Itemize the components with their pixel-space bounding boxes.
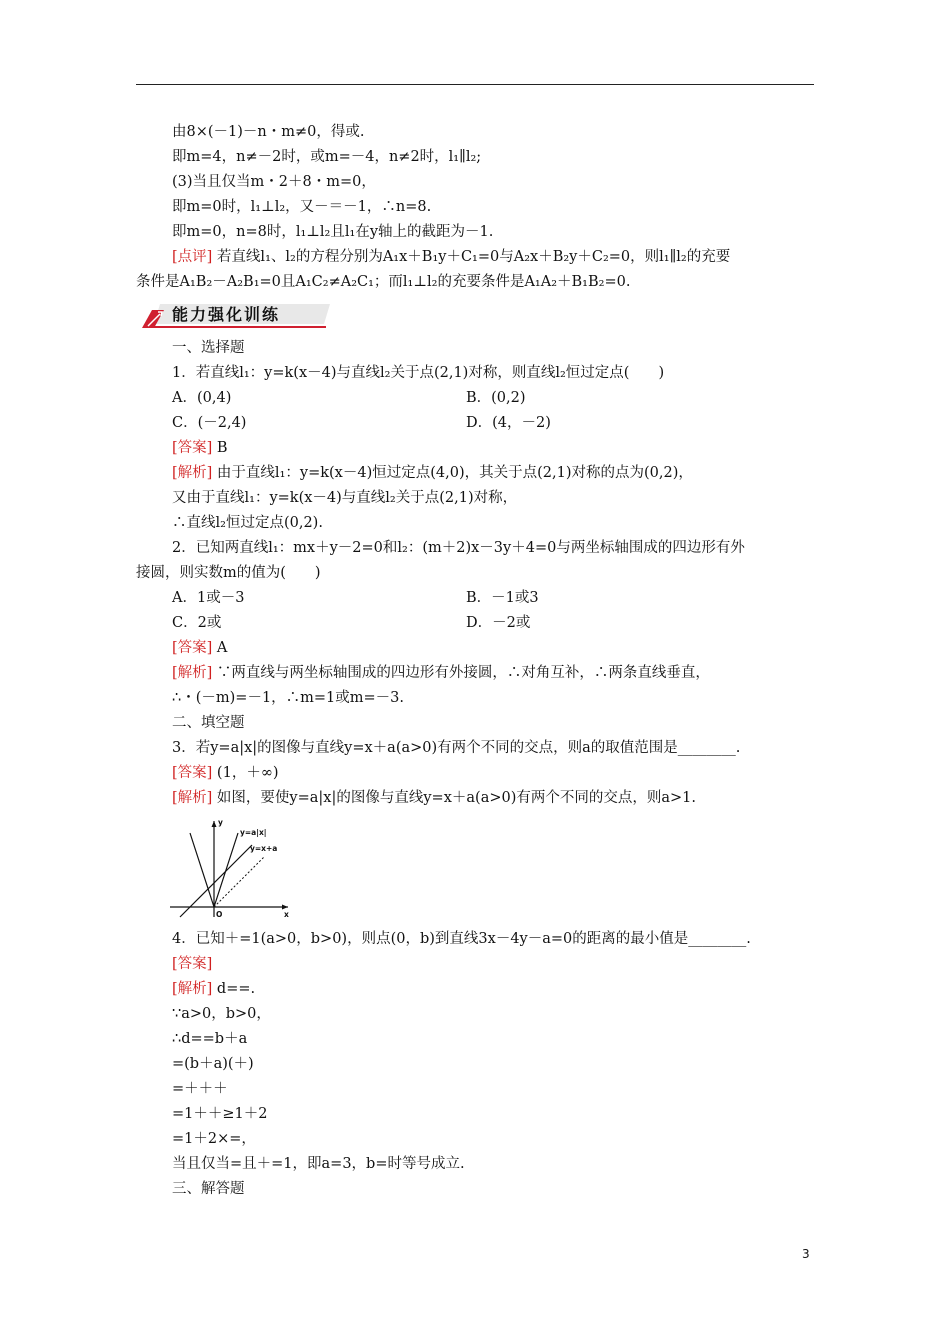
analysis-text: ∴・(－m)=－1，∴m=1或m=－3.	[172, 690, 405, 706]
solution-step: ∴d==b＋a	[172, 1031, 248, 1047]
choice-a: A．(0,4)	[172, 390, 232, 406]
section-heading: 二、填空题	[172, 715, 245, 731]
text-line: 即m=0时，l₁⊥l₂，又－＝－1，∴n=8.	[172, 199, 432, 215]
answer-value: (1，＋∞)	[212, 765, 279, 781]
abs-line-left	[190, 833, 214, 907]
curve-label-abs: y=a|x|	[240, 828, 267, 837]
banner-title: 能力强化训练	[172, 305, 281, 324]
answer-value: B	[212, 440, 228, 456]
analysis-text: d==.	[212, 981, 256, 997]
abs-line-right	[214, 833, 238, 907]
answer-line	[172, 763, 279, 783]
header-rule	[136, 84, 814, 85]
answer-line	[172, 438, 228, 458]
graph-svg	[168, 815, 296, 920]
analysis-label: [解析]	[172, 981, 213, 997]
comment-line	[172, 247, 730, 267]
analysis-label: [解析]	[172, 665, 213, 681]
solution-step: =(b＋a)(＋)	[172, 1056, 254, 1072]
analysis-text: ∵两直线与两坐标轴围成的四边形有外接圆，∴对角互补，∴两条直线垂直，	[212, 665, 710, 681]
solution-step: 当且仅当=且＋=1，即a=3，b=时等号成立.	[172, 1156, 465, 1172]
section-heading: 三、解答题	[172, 1181, 245, 1197]
curve-label-line: y=x+a	[250, 844, 278, 853]
text-line: 即m=4，n≠－2时，或m=－4，n≠2时，l₁∥l₂;	[172, 149, 482, 165]
answer-line	[172, 638, 227, 658]
answer-value: A	[212, 640, 228, 656]
analysis-line	[172, 663, 710, 683]
answer-label: [答案]	[172, 956, 213, 972]
analysis-text: 如图，要使y=a|x|的图像与直线y=x＋a(a>0)有两个不同的交点，则a>1.	[212, 790, 696, 806]
choice-a: A．1或－3	[172, 590, 245, 606]
x-axis-arrow	[282, 905, 288, 910]
comment-label: [点评]	[172, 249, 213, 265]
choice-c: C．2或	[172, 615, 222, 631]
y-axis-label: y	[218, 818, 223, 827]
y-axis-arrow	[212, 821, 217, 827]
analysis-text: 又由于直线l₁：y=k(x－4)与直线l₂关于点(2,1)对称，	[172, 490, 518, 506]
text-line: 即m=0，n=8时，l₁⊥l₂且l₁在y轴上的截距为－1.	[172, 224, 494, 240]
graph-figure	[168, 815, 296, 920]
comment-line-2: 条件是A₁B₂－A₂B₁=0且A₁C₂≠A₂C₁；而l₁⊥l₂的充要条件是A₁A₂＋B₁B₂=0.	[136, 274, 631, 290]
section-heading: 一、选择题	[172, 340, 245, 356]
page-number: 3	[802, 1247, 810, 1261]
answer-label: [答案]	[172, 765, 213, 781]
text-line: 由8×(－1)－n・m≠0，得或.	[172, 124, 365, 140]
analysis-label: [解析]	[172, 465, 213, 481]
analysis-text: 由于直线l₁：y=k(x－4)恒过定点(4,0)，其关于点(2,1)对称的点为(0,2)，	[212, 465, 693, 481]
line-x-plus-a	[180, 845, 252, 917]
question-stem: 3．若y=a|x|的图像与直线y=x＋a(a>0)有两个不同的交点，则a的取值范围是________.	[172, 740, 741, 756]
choice-b: B．(0,2)	[466, 390, 526, 406]
text-line: (3)当且仅当m・2＋8・m=0，	[172, 174, 376, 190]
solution-step: =＋＋＋	[172, 1081, 228, 1097]
answer-line	[172, 954, 212, 974]
question-stem: 1．若直线l₁：y=k(x－4)与直线l₂关于点(2,1)对称，则直线l₂恒过定点( )	[172, 365, 665, 381]
analysis-line	[172, 788, 696, 808]
section-banner	[140, 300, 330, 330]
question-stem: 4．已知＋=1(a>0，b>0)，则点(0，b)到直线3x－4y－a=0的距离的最小值是________.	[172, 931, 751, 947]
solution-step: ∵a>0，b>0，	[172, 1006, 271, 1022]
answer-label: [答案]	[172, 440, 213, 456]
analysis-line	[172, 463, 693, 483]
choice-b: B．－1或3	[466, 590, 539, 606]
origin-label: O	[216, 910, 223, 919]
question-stem: 2．已知两直线l₁：mx＋y－2=0和l₂：(m＋2)x－3y＋4=0与两坐标轴围成的四边形有外	[172, 540, 745, 556]
analysis-line	[172, 979, 255, 999]
choice-c: C．(－2,4)	[172, 415, 247, 431]
solution-step: =1＋＋≥1＋2	[172, 1106, 268, 1122]
x-axis-label: x	[284, 910, 289, 919]
choice-d: D．(4，－2)	[466, 415, 551, 431]
question-stem-cont: 接圆，则实数m的值为( )	[136, 565, 321, 581]
answer-label: [答案]	[172, 640, 213, 656]
choice-d: D．－2或	[466, 615, 531, 631]
solution-step: =1＋2×=，	[172, 1131, 256, 1147]
comment-text: 若直线l₁、l₂的方程分别为A₁x＋B₁y＋C₁=0与A₂x＋B₂y＋C₂=0，则l₁∥l₂的充要	[212, 249, 731, 265]
analysis-text: ∴直线l₂恒过定点(0,2).	[172, 515, 323, 531]
analysis-label: [解析]	[172, 790, 213, 806]
